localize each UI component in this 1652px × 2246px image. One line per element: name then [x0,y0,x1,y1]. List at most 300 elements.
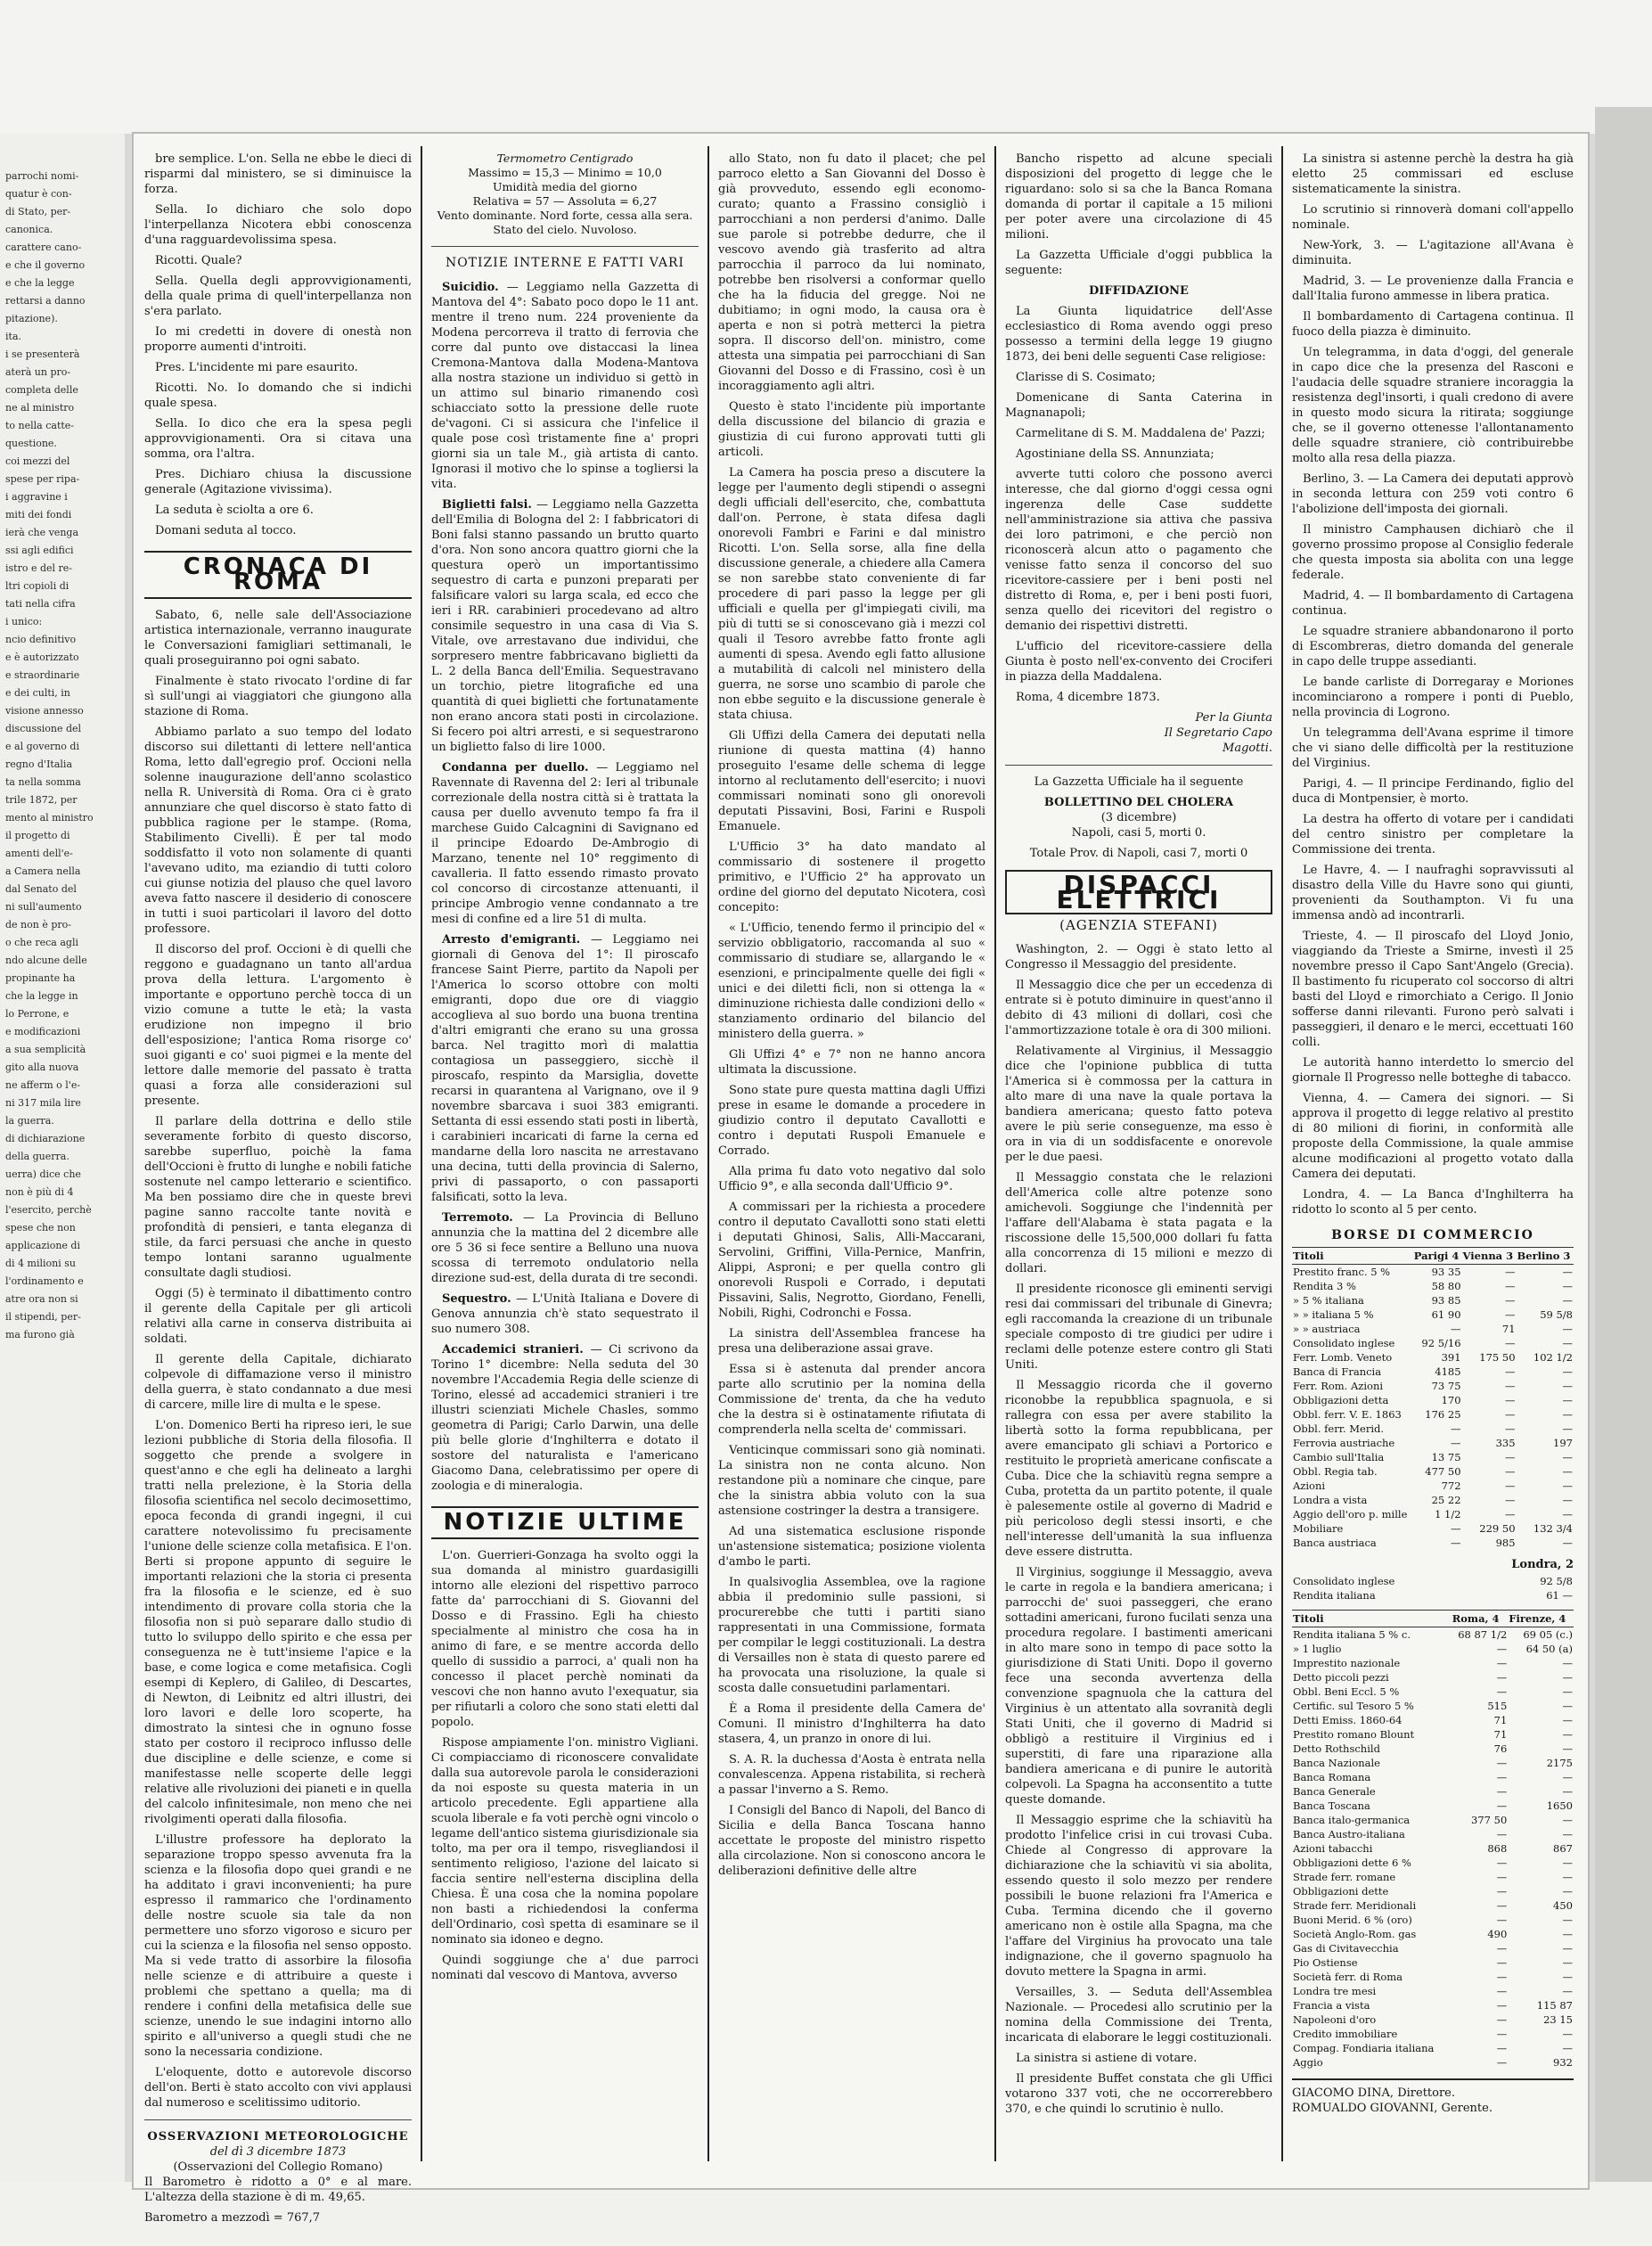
column-header: Titoli [1292,1611,1452,1627]
paragraph: Abbiamo parlato a suo tempo del lodato discorso sui dilettanti di lettere nell'antica Roma, letto dall'egregio prof. Occioni nella solenne inaugurazione dell'anno scolastico nella R. Università di Roma. Ora ci è grato annunziare che quel discorso è stato fatto di pubblica ragione per le stampe. (Roma, Stabilimento Civelli). È per tal modo soddisfatto il voto non solamente di quanti l'avevano udito, ma eziandio di tutti coloro cui giunse notizia del plauso che quel lavoro aveva fatto nascere il desiderio di conoscere in tutti i suoi particolari il lavoro del dotto professore. [144,725,412,936]
paragraph: La Gazzetta Ufficiale d'oggi pubblica la seguente: [1005,249,1272,277]
strip-line: non è più di 4 [5,1186,74,1198]
thermo-lines [431,166,699,237]
column-header: Vienna 3 [1462,1248,1517,1265]
thermometer-block [431,152,699,237]
dispatch: Londra, 4. — La Banca d'Inghilterra ha ridotto lo sconto al 5 per cento. [1292,1188,1574,1217]
security-name: Francia a vista [1293,1999,1370,2012]
signature-line: Il Segretario Capo [1164,726,1272,740]
news-item [431,497,699,755]
thermo-title: Termometro Centigrado [496,152,634,165]
dispacci-body [1005,942,1272,2117]
quote-value: 335 [1495,1437,1516,1449]
paragraph: Sabato, 6, nelle sale dell'Associazione artistica internazionale, verranno inaugurate le Conversazioni famigliari settimanali, le quali proseguiranno poi ogni sabato. [144,609,412,668]
security-name: Detto Rothschild [1293,1742,1380,1755]
security-name: Gas di Civitavecchia [1293,1942,1399,1955]
dispatch: Il Messaggio constata che le relazioni dell'America colle altre potenze sono amichevoli. Soggiunge che l'indennità per l'affare dell'Alabama è stata pagata e la riscossione delle 15,500,000 dollari fu fatta alla concorrenza di 15 milioni e mezzo di dollari. [1005,1171,1272,1275]
quote-value: — [1496,1771,1508,1783]
security-name: Azioni [1293,1480,1326,1492]
paragraph: Alla prima fu dato voto negativo dal solo Ufficio 9°, e alla seconda dall'Ufficio 9°. [718,1165,985,1193]
newspaper-page [134,134,1588,2225]
quote-value: — [1562,1742,1573,1755]
news-rubric: Terremoto. [442,1211,523,1225]
dispatch: Relativamente al Virginius, il Messaggio dice che l'opinione pubblica di tutta l'America si è commossa per la cattura in alto mare di una nave la quale portava la bandiera americana; questo fatto poteva avere le più serie conseguenze, ma esso è ora in via di un soddisfacente e onorevole per le due paesi. [1005,1045,1272,1164]
divider [1005,765,1272,766]
dispatch: La sinistra si astenne perchè la destra ha già eletto 25 commissari ed escluse sistematicamente la sinistra. [1292,152,1574,196]
paragraph: Sella. Io dichiaro che solo dopo l'interpellanza Nicotera ebbi conoscenza d'una ragguardevolissima spesa. [144,203,412,247]
quote-value: — [1562,1508,1573,1521]
strip-line: aterà un pro- [5,366,71,378]
strip-line: ssi agli edifici [5,545,74,556]
security-name: Londra tre mesi [1293,1985,1377,1997]
quote-value: 868 [1487,1842,1508,1855]
quote-value: — [1505,1494,1516,1506]
dispatch: Madrid, 3. — Le provenienze dalla Francia e dall'Italia furono ammesse in libera pratica. [1292,275,1574,303]
table-row [1292,1642,1574,1656]
strip-line: gito alla nuova [5,1062,79,1073]
table-row [1292,1727,1574,1742]
security-name: Banca di Francia [1293,1365,1382,1378]
quote-value: — [1505,1508,1516,1521]
cholera-intro: La Gazzetta Ufficiale ha il seguente [1034,775,1244,789]
table-row [1292,1713,1574,1727]
director-name: GIACOMO DINA, Direttore. [1292,2086,1456,2100]
quote-value: — [1496,1971,1508,1983]
quote-value: — [1451,1323,1461,1335]
security-name: Banca italo-germanica [1293,1814,1411,1826]
security-name: Ferr. Lomb. Veneto [1293,1351,1393,1364]
dispatch: Il Virginius, soggiunge il Messaggio, aveva le carte in regola e la bandiera americana; i parrocchi de' suoi passeggeri, che erano sottadini americani, furono fucilati senza una procedura regolare. I bastimenti americani in alto mare sono in tempo di pace sotto la giurisdizione di Stati Uniti. Dopo il governo fece una seconda avvertenza della convenzione spagnuola che la cattura del Virginius è un attentato alla sovranità degli Stati Uniti, che il governo di Madrid si obbligò a restituire il Virginius ed i superstiti, di fare una riparazione alla bandiera americana e di punire le autorità colpevoli. La Spagna ha acconsentito a tutte queste domande. [1005,1566,1272,1807]
quote-value: 25 22 [1431,1494,1461,1506]
security-name: » » austriaca [1293,1323,1361,1335]
quote-value: 64 50 (a) [1525,1643,1573,1655]
security-name: Rendita italiana [1293,1589,1376,1602]
adjacent-page-strip [5,169,119,1684]
strip-line: e straordinarie [5,669,80,681]
table-row [1292,1742,1574,1756]
table-row [1292,1699,1574,1713]
quote-value: — [1496,1757,1508,1769]
paragraph: L'on. Guerrieri-Gonzaga ha svolto oggi la sua domanda al ministro guardasigilli intorno alle elezioni del rispettivo parroco fatte da' parrocchiani di S. Giovanni del Dosso e di Frassino. Egli ha chiesto specialmente al ministro che cosa ha in animo di fare, e se mentre accorda dello quello di sussidio a parroci, a' quali non ha concesso il placet perchè nominati da vescovi che non hanno avuto l'exequatur, sia per rifiutarli a coloro che sono stati eletti dal popolo. [431,1549,699,1729]
quote-value: — [1505,1380,1516,1392]
quote-value: 772 [1441,1480,1461,1492]
quote-value: 92 5/16 [1421,1337,1461,1349]
news-item [431,1210,699,1286]
security-name: Strade ferr. Meridionali [1293,1899,1417,1912]
table-row [1292,1998,1574,2012]
quote-value: — [1496,1999,1508,2012]
table-row [1292,1913,1574,1927]
paragraph: allo Stato, non fu dato il placet; che pel parroco eletto a San Giovanni del Dosso è già provveduto, essendo egli economo-curato; quanto a Frassino consigliò i parrocchiani a non perdersi d'animo. Dalle sue parole si potrebbe dedurre, che il vescovo avendo già trasferito ad altra parrocchia il parroco da lui nominato, potrebbe ben risolversi a conformar quello che ha la fiducia del gregge. Noi ne dubitiamo; in ogni modo, la causa ora è aperta e non si potrà metterci la pietra sopra. Il discorso dell'on. ministro, come attesta una simpatia pei parrocchiani di San Giovanni del Dosso e di Frassino, così è un incoraggiamento agli altri. [718,152,985,393]
security-name: Società ferr. di Roma [1293,1971,1403,1983]
paragraph: S. A. R. la duchessa d'Aosta è entrata nella convalescenza. Appena ristabilita, si recherà a passar l'inverno a S. Remo. [718,1753,985,1797]
paragraph: Clarisse di S. Cosimato; [1016,371,1156,384]
table-row [1292,2027,1574,2041]
cholera-line: Napoli, casi 5, morti 0. [1071,826,1206,840]
quote-value: 391 [1441,1351,1461,1364]
quote-value: — [1505,1266,1516,1278]
quote-value: — [1562,1885,1573,1898]
table-row [1292,1350,1574,1365]
paragraph: Sella. Io dico che era la spesa pegli approvvigionamenti. Ora si citava una somma, ora l'altra. [144,417,412,461]
table-row [1292,1813,1574,1827]
quote-value: 2175 [1546,1757,1573,1769]
table-row [1292,2055,1574,2070]
quote-value: 71 [1493,1728,1508,1741]
paragraph: L'on. Domenico Berti ha ripreso ieri, le sue lezioni pubbliche di Storia della filosofia. Il soggetto che prende a svolgere in quest'anno e che egli ha delineato a larghi tratti nella prelezione, è la Storia della filosofia scientifica nel secolo decimosettimo, epoca feconda di grandi ingegni, il cui carattere notevolissimo fu precisamente l'unione delle scienze colla metafisica. E l'on. Berti si propone appunto di seguire le importanti relazioni che la storia ci presenta fra la filosofia e le scienze, ed è suo intendimento di provare colla storia che la filosofia non si può separare dallo studio di tutto lo sviluppo dello spirito e che essa per conseguenza ne è tutt'insieme l'apice e la base, e come logica e come metafisica. Cogli esempi di Keplero, di Galileo, di Descartes, di Newton, di Leibnitz ed altri illustri, dei loro lavori e delle loro scoperte, ha dimostrato la sintesi che in ognuno fosse stato per costoro il reciproco influsso delle due discipline e delle scienze, e come si manifestasse nelle scoperte delle leggi relative alle rivoluzioni dei pianeti e in quella del calcolo infinitesimale, non meno che nei rivolgimenti operati dalla filosofia. [144,1419,412,1826]
security-name: Consolidato inglese [1293,1337,1395,1349]
paragraph: Quindi soggiunge che a' due parroci nominati dal vescovo di Mantova, avverso [431,1954,699,1982]
strip-line: l'ordinamento e [5,1275,84,1287]
quote-value: 59 5/8 [1540,1308,1573,1321]
quote-value: — [1562,1266,1573,1278]
table-row [1292,1493,1574,1507]
paragraph: Ricotti. Quale? [155,254,242,267]
dispatch: Madrid, 4. — Il bombardamento di Cartagena continua. [1292,589,1574,618]
strip-line: uerra) dice che [5,1168,81,1180]
table-row [1292,1279,1574,1293]
strip-line: amenti dell'e- [5,848,73,859]
quote-value: — [1562,1451,1573,1463]
dispatch: New-York, 3. — L'agitazione all'Avana è diminuita. [1292,239,1574,267]
quote-value: 68 87 1/2 [1458,1628,1508,1641]
quote-value: 61 — [1546,1589,1573,1602]
quote-value: 73 75 [1431,1380,1461,1392]
security-name: Consolidato inglese [1293,1575,1395,1587]
quote-value: — [1562,2028,1573,2040]
london-table [1292,1574,1574,1603]
thermo-line: Relativa = 57 — Assoluta = 6,27 [472,194,658,208]
quote-value: — [1562,1480,1573,1492]
table-row [1292,1984,1574,1998]
news-item [431,932,699,1205]
cronaca-body [144,608,412,2111]
news-text: — Leggiamo nel Ravennate di Ravenna del 2: Ieri al tribunale correzionale della nostra città si è trattata la causa per duello avvenuto tempo fa fra il marchese Guido Calcagnini di Savignano ed il principe Edoardo De-Ambrogio di Marzano, tenente nel 10° reggimento di cavalleria. Il fatto essendo rimasto provato col concorso di circostanze attenuanti, il principe Ambrogio venne condannato a tre mesi di confine ed a lire 51 di multa. [431,761,699,926]
table-row [1292,1827,1574,1841]
quote-value: — [1562,1657,1573,1669]
column-header: Firenze, 4 [1508,1611,1574,1627]
security-name: Londra a vista [1293,1494,1368,1506]
security-name: Imprestito nazionale [1293,1657,1401,1669]
column-header: Titoli [1292,1248,1413,1265]
quote-value: — [1562,1465,1573,1478]
strip-line: i se presenterà [5,348,80,360]
paragraph: Il discorso del prof. Occioni è di quelli che reggono e guadagnano un tanto all'ardua prova della lettura. L'argomento è importante e opportuno perchè tocca di un vizio comune a tutte le età; la vasta erudizione non impegno il brio dell'esposizione; l'antica Roma risorge co' suoi giganti e co' suoi pigmei e la mente del lettore dalle memorie del passato è tratta quasi a forza alle considerazioni sul presente. [144,943,412,1108]
dispatch: Berlino, 3. — La Camera dei deputati approvò in seconda lettura con 259 voti contro 6 l'abolizione dell'imposta dei giornali. [1292,472,1574,516]
security-name: Napoleoni d'oro [1293,2013,1377,2026]
bourse-title: BORSE DI COMMERCIO [1331,1228,1534,1242]
quote-value: — [1562,1985,1573,1997]
strip-line: ita. [5,331,21,342]
security-name: Detto piccoli pezzi [1293,1671,1389,1684]
quote-value: — [1505,1408,1516,1421]
table-row [1292,1521,1574,1536]
strip-line: e dei culti, in [5,687,70,699]
security-name: Obbl. ferr. Merid. [1293,1422,1385,1435]
paragraph: Finalmente è stato rivocato l'ordine di far sì sull'ungi ai viaggiatori che giungono alla stazione di Roma. [144,675,412,718]
cholera-line: Totale Prov. di Napoli, casi 7, morti 0 [1029,847,1248,860]
paragraph: Io mi credetti in dovere di onestà non proporre aumenti d'introiti. [144,325,412,354]
security-name: Detti Emiss. 1860-64 [1293,1714,1403,1726]
paragraph: La Giunta liquidatrice dell'Asse ecclesiastico di Roma avendo oggi preso possesso a termini della legge 19 giugno 1873, dei beni delle seguenti Case religiose: [1005,305,1272,364]
quote-value: — [1496,1942,1508,1955]
quote-value: — [1562,1914,1573,1926]
quote-value: — [1496,1956,1508,1969]
dispatch: La destra ha offerto di votare per i candidati del centro sinistro per completare la Commissione dei trenta. [1292,813,1574,857]
paragraph: Agostiniane della SS. Annunziata; [1016,447,1214,461]
quote-value: 867 [1553,1842,1573,1855]
quote-value: — [1562,1537,1573,1549]
paragraph: Venticinque commissari sono già nominati. La sinistra non ne conta alcuno. Non restandone più a nominare che cinque, pare che la sinistra abbia voluto con la sua astensione costringer la destra a transigere. [718,1444,985,1518]
news-text: — Leggiamo nella Gazzetta dell'Emilia di Bologna del 2: I fabbricatori di Boni falsi stanno passando un brutto quarto d'ora. Non sono ancora quattro giorni che la questura operò un importantissimo sequestro di carta e punzoni preparati per falsificare valori su larga scala, ed ecco che ieri i RR. carabinieri procedevano ad altro consimile sequestro in una casa di Via S. Vitale, ove arrestavano due individui, che sorpresero mentre fabbricavano biglietti da L. 2 della Banca dell'Emilia. Sequestravano un torchio, pietre litografiche ed una quantità di quei biglietti che fortunatamente non erano ancora stati posti in circolazione. Si fecero poi altri arresti, e si sequestrarono un biglietto falso di lire 1000. [431,498,699,754]
news-rubric: Suicidio. [442,281,507,294]
column-5 [1292,152,1574,2161]
notizie-title: NOTIZIE INTERNE E FATTI VARI [445,256,685,270]
quote-value: 93 35 [1431,1266,1461,1278]
quote-value: — [1496,1799,1508,1812]
column-rule [1281,146,1283,2161]
quote-value: — [1562,1394,1573,1406]
paragraph: Sono state pure questa mattina dagli Uffizi prese in esame le domande a procedere in giudizio contro il deputato Cavallotti e contro i deputati Ruspoli Emanuele e Corrado. [718,1084,985,1158]
strip-line: questione. [5,438,57,449]
table-row [1292,1856,1574,1870]
paragraph: bre semplice. L'on. Sella ne ebbe le dieci di risparmi dal ministero, se si diminuisce la forza. [144,152,412,196]
news-text: — La Provincia di Belluno annunzia che la mattina del 2 dicembre alle ore 5 36 si fece sentire a Belluno una nuova scossa di terremoto ondulatorio nella direzione sud-est, della durata di tre secondi. [431,1211,699,1285]
table-row [1292,1407,1574,1422]
security-name: Banca Generale [1293,1785,1376,1798]
dispatch: La sinistra si astiene di votare. [1016,2052,1198,2065]
strip-line: e che la legge [5,277,75,289]
strip-line: trile 1872, per [5,794,78,806]
strip-line: mento al ministro [5,812,94,824]
quote-value: — [1562,1323,1573,1335]
cholera-date: (3 dicembre) [1100,811,1177,824]
security-name: Ferrovia austriache [1293,1437,1395,1449]
quote-value: — [1505,1280,1516,1292]
dispatch: Il presidente riconosce gli eminenti servigi resi dai commissari del tribunale di Ginevra; egli raccomanda la creazione di un tribunale speciale composto di tre giudici per udire i reclami delle potenze estere contro gli Stati Uniti. [1005,1283,1272,1372]
table-row [1292,1927,1574,1941]
news-rubric: Sequestro. [442,1292,517,1306]
strip-line: dal Senato del [5,883,77,895]
dispatch: Le Havre, 4. — I naufraghi sopravvissuti al disastro della Ville du Havre sono qui giunti, provenienti da Southampton. Vi fu una immensa andò ad incontrarli. [1292,864,1574,922]
dispatch: Washington, 2. — Oggi è stato letto al Congresso il Messaggio del presidente. [1005,943,1272,971]
strip-line: ndo alcune delle [5,955,87,966]
table-row [1292,1588,1574,1603]
quote-value: — [1562,1771,1573,1783]
table-row [1292,1365,1574,1379]
quote-value: — [1451,1522,1461,1535]
security-name: Obbl. Regia tab. [1293,1465,1378,1478]
quote-value: 1 1/2 [1435,1508,1461,1521]
quote-value: — [1496,1657,1508,1669]
strip-line: spese per ripa- [5,473,80,485]
news-rubric: Condanna per duello. [442,761,597,775]
quote-value: 1650 [1546,1799,1573,1812]
strip-line: ierà che venga [5,527,79,538]
quote-value: 76 [1493,1742,1508,1755]
security-name: Credito immobiliare [1293,2028,1398,2040]
paragraph: L'illustre professore ha deplorato la separazione troppo spesso avvenuta fra la scienza e la filosofia dopo quei grandi e ne ha additato i gravi inconvenienti; ha pure espresso il rammarico che l'ordinamento delle nostre scuole sia tale da non permettere uno sforzo vigoroso e sicuro per cui la scienza e la filosofia nel senso opposto. Ma si vede tratto di assorbire la filosofia nelle scienze e di attribuire a queste i problemi che spettano a quella; ma di rendere i confini della metafisica delle sue scienze, unendo le sue indagini intorno allo spirito e all'universo a quegli studi che ne sono la necessaria condizione. [144,1833,412,2059]
news-rubric: Accademici stranieri. [442,1343,591,1357]
security-name: Banca austriaca [1293,1537,1377,1549]
meteo-lines [144,2175,412,2226]
quote-value: — [1562,1857,1573,1869]
paragraph: Bancho rispetto ad alcune speciali disposizioni del progetto di legge che le riguardano: solo si sa che la Banca Romana domanda di portar il capitale a 15 milioni per poter avere una circolazione di 45 milioni. [1005,152,1272,242]
meteo-date: del dì 3 dicembre 1873 [209,2145,347,2159]
column-5-body [1292,152,1574,1217]
quote-value: — [1562,1365,1573,1378]
quote-value: 490 [1487,1928,1508,1940]
strip-line: istro e del re- [5,562,73,574]
strip-line: carattere cano- [5,242,82,253]
paragraph: L'eloquente, dotto e autorevole discorso dell'on. Berti è stato accolto con vivi applausi dal numeroso e scelitissimo uditorio. [144,2066,412,2110]
strip-line: spese che non [5,1222,76,1234]
strip-line: e modificazioni [5,1026,81,1037]
quote-value: — [1562,1785,1573,1798]
paragraph: Oggi (5) è terminato il dibattimento contro il gerente della Capitale per gli articoli relativi alla carne in conserva distribuita ai soldati. [144,1287,412,1346]
quote-value: — [1562,1280,1573,1292]
table-row [1292,1536,1574,1550]
signature-line: Magotti. [1223,742,1272,755]
quote-value: — [1562,1928,1573,1940]
paragraph: Gli Uffizi 4° e 7° non ne hanno ancora ultimata la discussione. [718,1048,985,1077]
quote-value: — [1505,1365,1516,1378]
column-2 [431,152,699,2161]
strip-line: canonica. [5,224,53,235]
strip-line: i unico: [5,616,43,627]
strip-line: i aggravine i [5,491,68,503]
quote-value: — [1505,1294,1516,1307]
quote-value: — [1496,2028,1508,2040]
security-name: Buoni Merid. 6 % (oro) [1293,1914,1412,1926]
security-name: Obbligazioni dette [1293,1885,1389,1898]
diffida-signature [1005,710,1272,756]
dispacci-subtitle: (AGENZIA STEFANI) [1059,917,1218,933]
quote-value: — [1562,1337,1573,1349]
cronaca-title: CRONACA DI ROMA [144,551,412,599]
meteo-line: Barometro a mezzodì = 767,7 [144,2211,321,2225]
meteo-title: OSSERVAZIONI METEOROLOGICHE [147,2130,409,2144]
parliament-report [144,152,412,538]
paragraph: Domenicane di Santa Caterina in Magnanapoli; [1005,391,1272,420]
dispatch: Le autorità hanno interdetto lo smercio del giornale Il Progresso nelle botteghe di tabacco. [1292,1056,1574,1085]
strip-line: ne al ministro [5,402,75,414]
security-name: Pio Ostiense [1293,1956,1358,1969]
dispatch: Le bande carliste di Dorregaray e Moriones incominciarono a rompere i ponti di Pueblo, nella provincia di Logrono. [1292,676,1574,719]
quote-value: — [1562,1714,1573,1726]
news-text: — Ci scrivono da Torino 1° dicembre: Nella seduta del 30 novembre l'Accademia Regia delle scienze di Torino, elessé ad accademici stranieri i tre illustri scienziati Michele Chasles, sommo geometra di Parigi; Carlo Darwin, una delle più belle glorie d'Inghilterra e dotato il sostore del naturalista e l'americano Giacomo Dana, celebratissimo per opere di zoologia e di mineralogia. [431,1343,699,1493]
news-item [431,1291,699,1337]
strip-line: quatur è con- [5,188,72,200]
table-row [1292,1422,1574,1436]
security-name: Obbl. ferr. V. E. 1863 [1293,1408,1402,1421]
quote-value: — [1496,2042,1508,2054]
column-header: Berlino 3 [1517,1248,1574,1265]
italy-bourse-table [1292,1610,1574,2070]
quote-value: — [1451,1422,1461,1435]
scan-right-margin [1595,107,1652,2246]
column-3-body [718,152,985,1879]
security-name: Banca Nazionale [1293,1757,1380,1769]
strip-line: completa delle [5,384,78,396]
divider [431,246,699,247]
news-text: — Leggiamo nella Gazzetta di Mantova del 4°: Sabato poco dopo le 11 ant. mentre il treno num. 224 proveniente da Modena percorreva il tratto di ferrovia che corre dal punto ove distaccasi la linea Cremona-Mantova dalla Modena-Mantova alla nostra stazione un individuo si gettò in un attimo sul binario rimanendo così schiacciato sotto la pressione delle ruote de'vagoni. Ci si assicura che l'infelice il quale pose così tristamente fine a' propri giorni sia un tale M., già artista di canto. Ignorasi il motivo che lo spinse a togliersi la vita. [431,281,699,491]
quote-value: — [1505,1451,1516,1463]
table-row [1292,1970,1574,1984]
security-name: Rendita 3 % [1293,1280,1356,1292]
quote-value: 932 [1553,2056,1573,2069]
strip-line: ni sull'aumento [5,901,82,913]
paragraph: Roma, 4 dicembre 1873. [1016,691,1160,704]
scan-top-margin [0,0,1652,134]
table-row [1292,1574,1574,1588]
table-row [1292,1941,1574,1955]
table-row [1292,1507,1574,1521]
news-rubric: Biglietti falsi. [442,498,537,512]
paragraph: La sinistra dell'Assemblea francese ha presa una deliberazione assai grave. [718,1327,985,1356]
strip-line: propinante ha [5,972,76,984]
quote-value: — [1562,1828,1573,1840]
paragraph: A commissari per la richiesta a procedere contro il deputato Cavallotti sono stati eletti i deputati Ghinosi, Salis, Alli-Maccarani, Servolini, Griffini, Villa-Pernice, Manfrin, Alippi, Asproni; e per quella contro gli onorevoli Ruspoli e Corrado, i deputati Pissavini, Salis, Negrotto, Giordano, Fenelli, Nobili, Righi, Codronchi e Fossa. [718,1201,985,1320]
strip-line: atre ora non si [5,1293,78,1305]
table-row [1292,1393,1574,1407]
paragraph: Ad una sistematica esclusione risponde un'astensione sistematica; posizione violenta d'ambo le parti. [718,1525,985,1569]
paragraph: Pres. Dichiaro chiusa la discussione generale (Agitazione vivissima). [144,468,412,496]
strip-line: e al governo di [5,741,79,752]
paragraph: In qualsivoglia Assemblea, ove la ragione abbia il predominio sulle passioni, si procurerebbe che tutti i partiti siano rappresentati in una Commissione, formata per compilar le leggi costituzionali. La destra di Versailles non è stata di questo parere ed ha provocata una risoluzione, la quale si scosta dalle consuetudini parlamentari. [718,1576,985,1695]
quote-value: 13 75 [1431,1451,1461,1463]
strip-line: applicazione di [5,1240,80,1251]
quote-value: — [1496,1857,1508,1869]
strip-line: pitazione). [5,313,58,324]
quote-value: 71 [1501,1323,1516,1335]
news-rubric: Arresto d'emigranti. [442,933,591,947]
news-text: — Leggiamo nei giornali di Genova del 1°: Il piroscafo francese Saint Pierre, partito da Napoli per l'America lo scorso ottobre con molti emigranti, dopo due ore di viaggio accoglieva al suo bordo una buona trentina d'altri emigranti che erano su una grossa barca. Nel tragitto morì di malattia contagiosa un passeggiero, sicchè il piroscafo, respinto da Marsiglia, dovette recarsi in quarantena al Varignano, ove il 9 novembre sbarcava i suoi 383 emigranti. Settanta di essi essendo stati posti in libertà, i carabinieri incaricati di farne la cerna ed mandarne della loro nascita ne arrestavano una decina, tutti della provincia di Salerno, privi di passaporto, o con passaporti falsificati, sotto la leva. [431,933,699,1204]
dispatch: Il Messaggio dice che per un eccedenza di entrate si è potuto diminuire in quest'anno il debito di 43 milioni di dollari, così che l'ammortizzazione totale è ora di 300 milioni. [1005,979,1272,1037]
dispatch: Il ministro Camphausen dichiarò che il governo prossimo propose al Consiglio federale che questa imposta sia abolita con una legge federale. [1292,523,1574,582]
strip-line: tati nella cifra [5,598,76,610]
paragraph: L'Ufficio 3° ha dato mandato al commissario di sostenere il progetto primitivo, e l'Ufficio 2° ha approvato un ordine del giorno del deputato Nicotera, così concepito: [718,840,985,914]
meteo-line: Il Barometro è ridotto a 0° e al mare. L'altezza della stazione è di m. 49,65. [144,2176,412,2204]
security-name: Obbl. Beni Eccl. 5 % [1293,1685,1400,1698]
quote-value: 229 50 [1479,1522,1516,1535]
table-row [1292,1656,1574,1670]
quote-value: — [1562,1422,1573,1435]
quote-value: — [1496,2056,1508,2069]
table-row [1292,1756,1574,1770]
quote-value: — [1562,1871,1573,1883]
quote-value: — [1562,1494,1573,1506]
strip-line: l'esercito, perchè [5,1204,92,1216]
news-text: — L'Unità Italiana e Dovere di Genova annunzia ch'è stato sequestrato il suo numero 308. [431,1292,699,1336]
news-item [431,1342,699,1494]
table-row [1292,1379,1574,1393]
security-name: Strade ferr. romane [1293,1871,1396,1883]
strip-line: rettarsi a danno [5,295,86,307]
strip-line: lo Perrone, e [5,1008,70,1020]
quote-value: — [1562,1971,1573,1983]
quote-value: — [1505,1394,1516,1406]
quote-value: 71 [1493,1714,1508,1726]
strip-line: ltri copioli di [5,580,70,592]
security-name: Banca Toscana [1293,1799,1370,1812]
table-row [1292,1336,1574,1350]
quote-value: 450 [1553,1899,1573,1912]
divider [144,2119,412,2120]
dispatch: Il Messaggio ricorda che il governo riconobbe la repubblica spagnuola, e si rallegra con essa per avere stabilito la libertà sotto la forma repubblicana, per avere emancipato gli schiavi a Portorico e restituito le proprietà americane confiscate a Cuba. Dice che la schiavitù regna sempre a Cuba, protetta da un partito potente, il quale è palesemente ostile al governo di Madrid e più pericoloso degli stessi insorti, e che nell'interesse dell'umanità la sua influenza deve essere distrutta. [1005,1379,1272,1559]
quote-value: 93 85 [1431,1294,1461,1307]
strip-line: di dichiarazione [5,1133,86,1144]
